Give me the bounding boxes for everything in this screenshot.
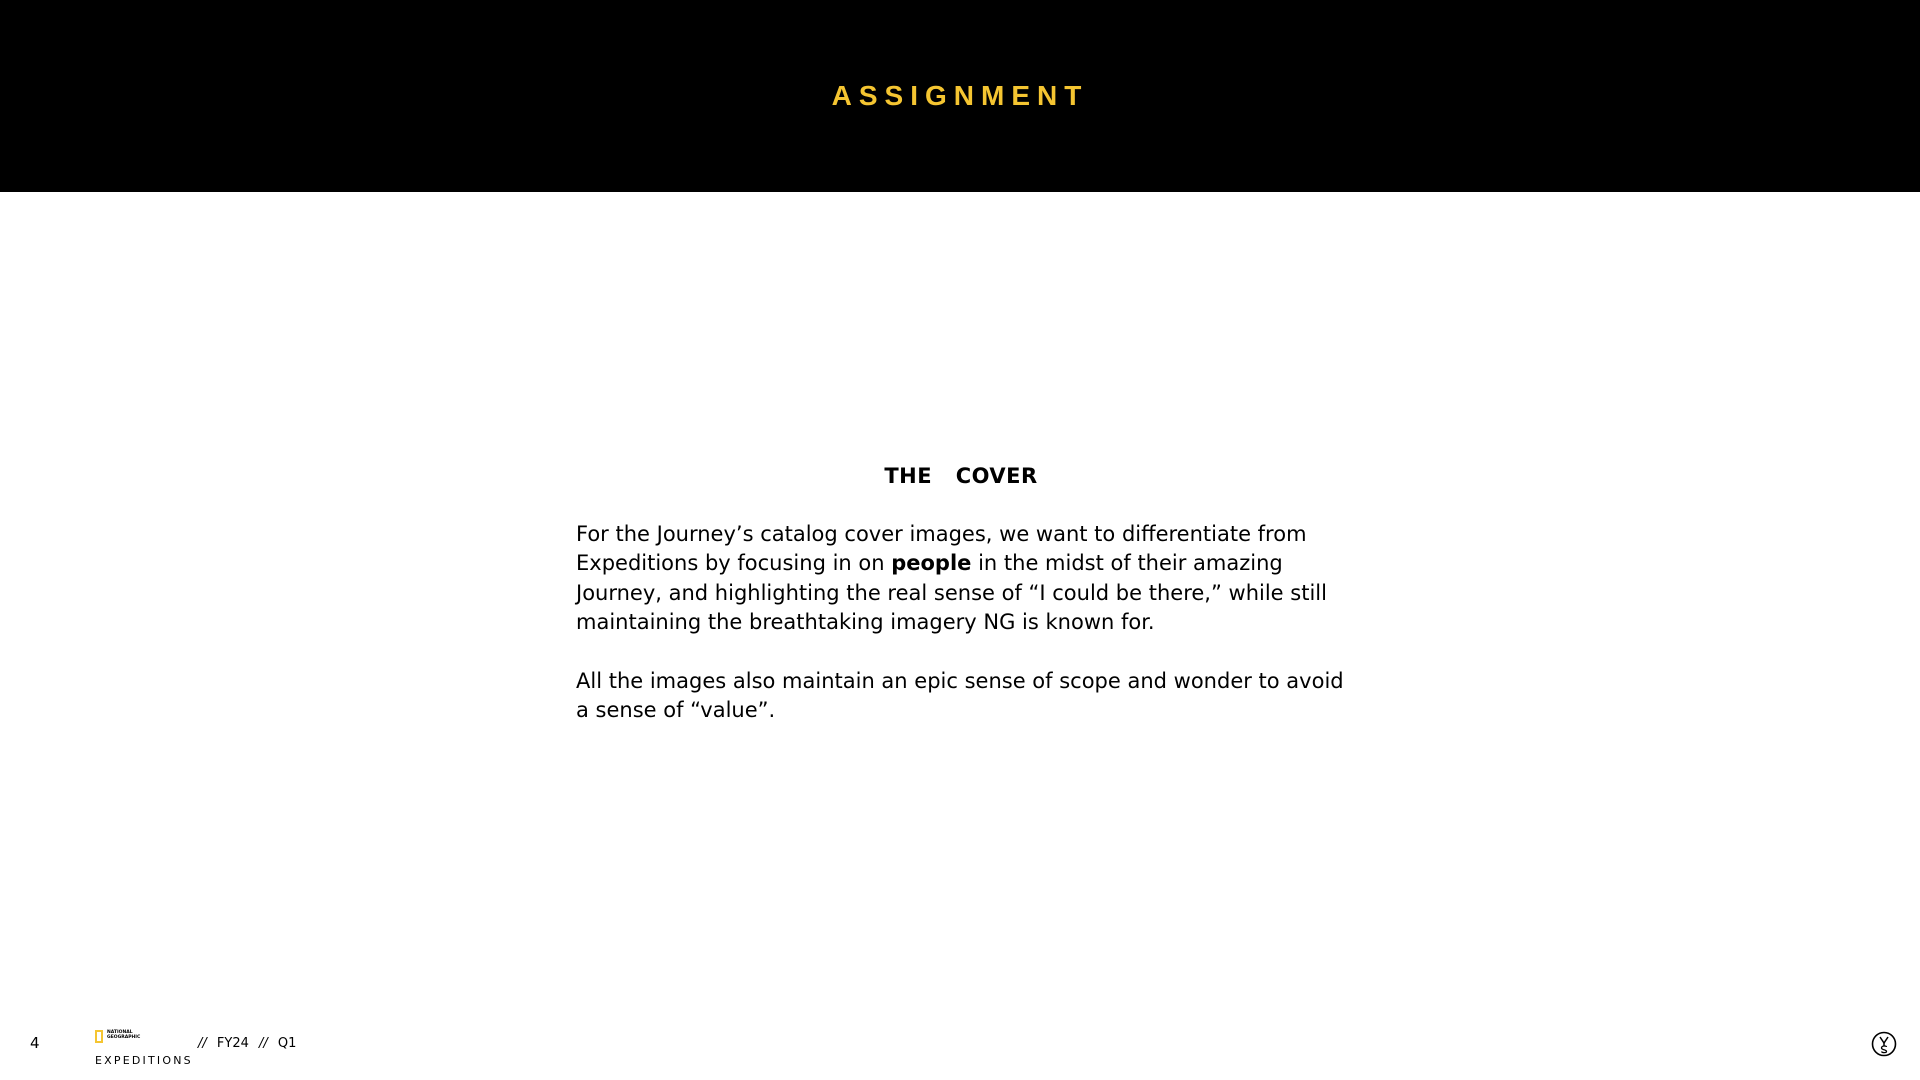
- yellow-border-icon: [95, 1030, 103, 1043]
- logo-small-text: [107, 1030, 157, 1040]
- logo-small-line1: NATIONAL: [107, 1030, 133, 1035]
- fiscal-year: FY24: [216, 1036, 249, 1051]
- paragraph-cover-goal: [576, 520, 1346, 638]
- page-number: 4: [30, 1034, 40, 1052]
- footer-separator: //: [259, 1036, 268, 1051]
- circle-monogram-icon: [1871, 1031, 1897, 1057]
- logo-small-line2: GEOGRAPHIC: [107, 1035, 141, 1040]
- paragraph-scope: All the images also maintain an epic sense of scope and wonder to avoid a sense of “value”.: [576, 668, 1344, 722]
- logo-wordmark: EXPEDITIONS: [95, 1054, 193, 1067]
- content-block: [576, 462, 1346, 755]
- page-title: ASSIGNMENT: [831, 80, 1089, 111]
- paragraph-text-before: For the Journey’s catalog cover images, we want to differentiate from Expeditions by focusing in on: [576, 521, 1307, 575]
- footer-meta: [198, 1036, 296, 1051]
- paragraph-emphasis: people: [891, 551, 972, 575]
- footer-separator: //: [198, 1036, 207, 1051]
- quarter: Q1: [277, 1036, 297, 1051]
- paragraph-text-after: in the midst of their amazing Journey, and highlighting the real sense of “I could be there,” while still maintaining the breathtaking imagery NG is known for.: [576, 551, 1327, 634]
- section-title: THE COVER: [884, 464, 1038, 488]
- footer: [0, 1020, 1920, 1080]
- header-band: [0, 0, 1920, 192]
- expeditions-logo: [95, 1030, 193, 1067]
